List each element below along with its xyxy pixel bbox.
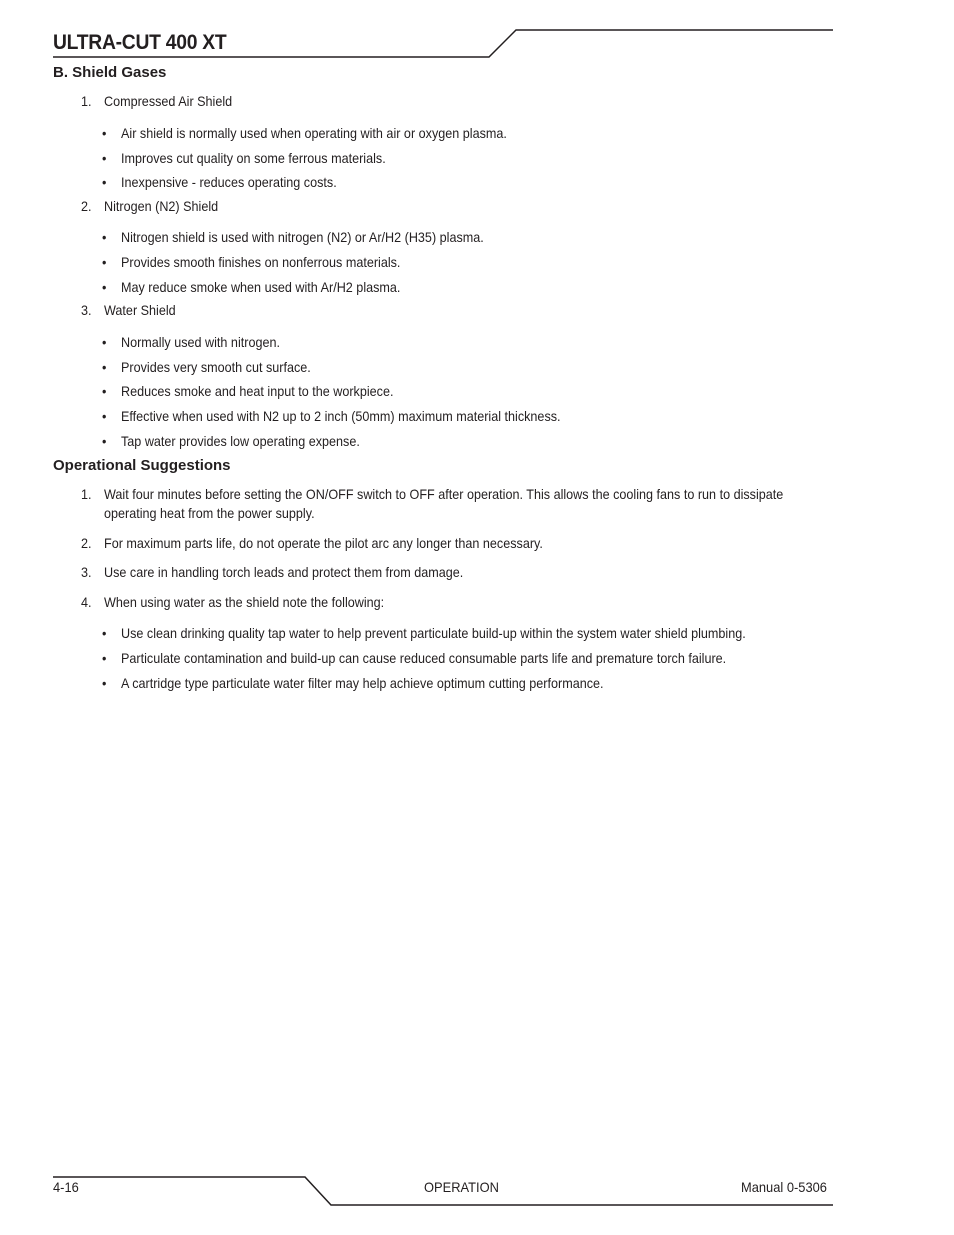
section-b-title: B. Shield Gases	[53, 64, 167, 81]
operational-title: Operational Suggestions	[53, 457, 231, 474]
list-item: Air shield is normally used when operating with air or oxygen plasma.	[121, 125, 507, 141]
bullet-marker: •	[102, 383, 107, 399]
list-item: Particulate contamination and build-up can cause reduced consumable parts life and premature torch failure.	[121, 650, 727, 666]
item-label: Compressed Air Shield	[104, 93, 233, 109]
item-text: operating heat from the power supply.	[104, 505, 315, 521]
list-item: Tap water provides low operating expense.	[121, 433, 360, 449]
chapter-name: OPERATION	[424, 1179, 499, 1195]
list-item: Effective when used with N2 up to 2 inch (50mm) maximum material thickness.	[121, 408, 561, 424]
bullet-marker: •	[102, 675, 107, 691]
item-text: When using water as the shield note the following:	[104, 594, 385, 610]
list-item: A cartridge type particulate water filter may help achieve optimum cutting performance.	[121, 675, 604, 691]
bullet-marker: •	[102, 359, 107, 375]
bullet-marker: •	[102, 125, 107, 141]
list-item: May reduce smoke when used with Ar/H2 plasma.	[121, 279, 401, 295]
bullet-marker: •	[102, 254, 107, 270]
item-number: 3.	[81, 564, 92, 580]
list-item: Normally used with nitrogen.	[121, 334, 280, 350]
item-number: 2.	[81, 535, 92, 551]
list-item: Use clean drinking quality tap water to help prevent particulate build-up within the system water shield plumbing.	[121, 625, 746, 641]
bullet-marker: •	[102, 229, 107, 245]
manual-number: Manual 0-5306	[741, 1179, 827, 1195]
list-item: Improves cut quality on some ferrous materials.	[121, 150, 386, 166]
bullet-marker: •	[102, 279, 107, 295]
list-item: Inexpensive - reduces operating costs.	[121, 174, 337, 190]
brand-title: ULTRA-CUT 400 XT	[53, 31, 227, 54]
item-label: Water Shield	[104, 302, 176, 318]
bullet-marker: •	[102, 174, 107, 190]
item-text: Wait four minutes before setting the ON/OFF switch to OFF after operation. This allows the cooling fans to run to dissipate	[104, 486, 784, 502]
item-number: 1.	[81, 93, 92, 109]
bullet-marker: •	[102, 334, 107, 350]
list-item: Nitrogen shield is used with nitrogen (N2) or Ar/H2 (H35) plasma.	[121, 229, 484, 245]
item-number: 2.	[81, 198, 92, 214]
item-number: 3.	[81, 302, 92, 318]
bullet-marker: •	[102, 150, 107, 166]
item-text: For maximum parts life, do not operate the pilot arc any longer than necessary.	[104, 535, 543, 551]
page-number: 4-16	[53, 1179, 79, 1195]
bullet-marker: •	[102, 650, 107, 666]
item-label: Nitrogen (N2) Shield	[104, 198, 219, 214]
bullet-marker: •	[102, 433, 107, 449]
item-number: 4.	[81, 594, 92, 610]
list-item: Provides smooth finishes on nonferrous materials.	[121, 254, 401, 270]
list-item: Provides very smooth cut surface.	[121, 359, 311, 375]
bullet-marker: •	[102, 625, 107, 641]
item-text: Use care in handling torch leads and protect them from damage.	[104, 564, 464, 580]
item-number: 1.	[81, 486, 92, 502]
bullet-marker: •	[102, 408, 107, 424]
list-item: Reduces smoke and heat input to the workpiece.	[121, 383, 394, 399]
